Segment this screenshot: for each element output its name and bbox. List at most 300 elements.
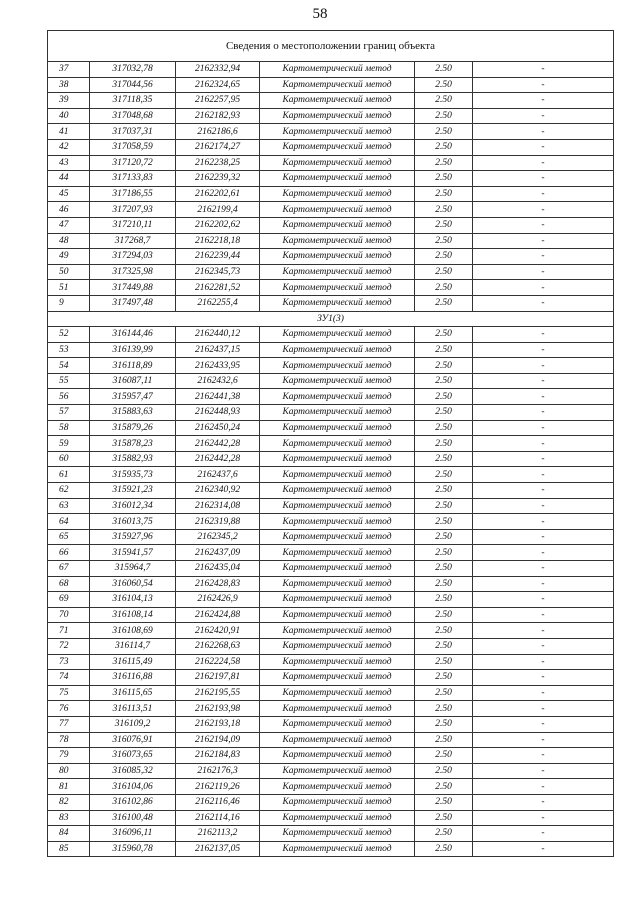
- table-row: [48, 389, 614, 405]
- accuracy-cell: 2.50: [415, 451, 473, 467]
- note-cell: -: [473, 420, 614, 436]
- method-cell: Картометрический метод: [260, 670, 415, 686]
- x-coordinate-cell: 316060,54: [90, 576, 176, 592]
- y-coordinate-cell: 2162193,18: [176, 716, 260, 732]
- method-cell: Картометрический метод: [260, 592, 415, 608]
- accuracy-cell: 2.50: [415, 716, 473, 732]
- x-coordinate-cell: 316012,34: [90, 498, 176, 514]
- method-cell: Картометрический метод: [260, 826, 415, 842]
- method-cell: Картометрический метод: [260, 124, 415, 140]
- point-number-cell: 57: [48, 405, 90, 421]
- x-coordinate-cell: 316073,65: [90, 748, 176, 764]
- y-coordinate-cell: 2162137,05: [176, 841, 260, 857]
- x-coordinate-cell: 316102,86: [90, 794, 176, 810]
- method-cell: Картометрический метод: [260, 436, 415, 452]
- note-cell: -: [473, 264, 614, 280]
- y-coordinate-cell: 2162448,93: [176, 405, 260, 421]
- x-coordinate-cell: 316115,65: [90, 685, 176, 701]
- accuracy-cell: 2.50: [415, 841, 473, 857]
- method-cell: Картометрический метод: [260, 108, 415, 124]
- y-coordinate-cell: 2162186,6: [176, 124, 260, 140]
- note-cell: -: [473, 826, 614, 842]
- method-cell: Картометрический метод: [260, 77, 415, 93]
- point-number-cell: 73: [48, 654, 90, 670]
- accuracy-cell: 2.50: [415, 436, 473, 452]
- accuracy-cell: 2.50: [415, 607, 473, 623]
- table-title: Сведения о местоположении границ объекта: [48, 31, 614, 62]
- y-coordinate-cell: 2162437,15: [176, 342, 260, 358]
- y-coordinate-cell: 2162345,2: [176, 529, 260, 545]
- note-cell: -: [473, 529, 614, 545]
- table-row: [48, 483, 614, 499]
- note-cell: -: [473, 436, 614, 452]
- table-row: [48, 529, 614, 545]
- y-coordinate-cell: 2162424,88: [176, 607, 260, 623]
- method-cell: Картометрический метод: [260, 420, 415, 436]
- point-number-cell: 40: [48, 108, 90, 124]
- x-coordinate-cell: 317497,48: [90, 295, 176, 311]
- accuracy-cell: 2.50: [415, 545, 473, 561]
- note-cell: -: [473, 841, 614, 857]
- point-number-cell: 59: [48, 436, 90, 452]
- y-coordinate-cell: 2162426,9: [176, 592, 260, 608]
- accuracy-cell: 2.50: [415, 295, 473, 311]
- point-number-cell: 43: [48, 155, 90, 171]
- y-coordinate-cell: 2162268,63: [176, 638, 260, 654]
- point-number-cell: 46: [48, 202, 90, 218]
- x-coordinate-cell: 317048,68: [90, 108, 176, 124]
- table-row: [48, 732, 614, 748]
- method-cell: Картометрический метод: [260, 280, 415, 296]
- y-coordinate-cell: 2162116,46: [176, 794, 260, 810]
- point-number-cell: 82: [48, 794, 90, 810]
- accuracy-cell: 2.50: [415, 592, 473, 608]
- point-number-cell: 78: [48, 732, 90, 748]
- point-number-cell: 61: [48, 467, 90, 483]
- y-coordinate-cell: 2162255,4: [176, 295, 260, 311]
- table-row: [48, 467, 614, 483]
- y-coordinate-cell: 2162437,09: [176, 545, 260, 561]
- x-coordinate-cell: 317058,59: [90, 139, 176, 155]
- x-coordinate-cell: 315879,26: [90, 420, 176, 436]
- accuracy-cell: 2.50: [415, 529, 473, 545]
- accuracy-cell: 2.50: [415, 108, 473, 124]
- point-number-cell: 77: [48, 716, 90, 732]
- table-row: [48, 514, 614, 530]
- y-coordinate-cell: 2162433,95: [176, 358, 260, 374]
- accuracy-cell: 2.50: [415, 62, 473, 78]
- y-coordinate-cell: 2162345,73: [176, 264, 260, 280]
- accuracy-cell: 2.50: [415, 685, 473, 701]
- table-row: [48, 139, 614, 155]
- note-cell: -: [473, 451, 614, 467]
- method-cell: Картометрический метод: [260, 467, 415, 483]
- note-cell: -: [473, 77, 614, 93]
- note-cell: -: [473, 358, 614, 374]
- point-number-cell: 54: [48, 358, 90, 374]
- method-cell: Картометрический метод: [260, 249, 415, 265]
- table-row: [48, 217, 614, 233]
- y-coordinate-cell: 2162114,16: [176, 810, 260, 826]
- point-number-cell: 55: [48, 373, 90, 389]
- point-number-cell: 79: [48, 748, 90, 764]
- note-cell: -: [473, 280, 614, 296]
- note-cell: -: [473, 405, 614, 421]
- table-row: [48, 62, 614, 78]
- x-coordinate-cell: 316114,7: [90, 638, 176, 654]
- y-coordinate-cell: 2162437,6: [176, 467, 260, 483]
- accuracy-cell: 2.50: [415, 826, 473, 842]
- x-coordinate-cell: 316109,2: [90, 716, 176, 732]
- y-coordinate-cell: 2162202,62: [176, 217, 260, 233]
- table-row: [48, 451, 614, 467]
- x-coordinate-cell: 316013,75: [90, 514, 176, 530]
- method-cell: Картометрический метод: [260, 763, 415, 779]
- y-coordinate-cell: 2162340,92: [176, 483, 260, 499]
- note-cell: -: [473, 342, 614, 358]
- table-row: [48, 280, 614, 296]
- note-cell: -: [473, 389, 614, 405]
- y-coordinate-cell: 2162420,91: [176, 623, 260, 639]
- note-cell: -: [473, 202, 614, 218]
- table-row: [48, 810, 614, 826]
- note-cell: -: [473, 93, 614, 109]
- x-coordinate-cell: 317133,83: [90, 171, 176, 187]
- note-cell: -: [473, 124, 614, 140]
- method-cell: Картометрический метод: [260, 623, 415, 639]
- accuracy-cell: 2.50: [415, 124, 473, 140]
- point-number-cell: 80: [48, 763, 90, 779]
- method-cell: Картометрический метод: [260, 202, 415, 218]
- note-cell: -: [473, 685, 614, 701]
- point-number-cell: 51: [48, 280, 90, 296]
- y-coordinate-cell: 2162257,95: [176, 93, 260, 109]
- accuracy-cell: 2.50: [415, 670, 473, 686]
- x-coordinate-cell: 316104,06: [90, 779, 176, 795]
- y-coordinate-cell: 2162199,4: [176, 202, 260, 218]
- method-cell: Картометрический метод: [260, 483, 415, 499]
- method-cell: Картометрический метод: [260, 794, 415, 810]
- x-coordinate-cell: 317210,11: [90, 217, 176, 233]
- x-coordinate-cell: 317118,35: [90, 93, 176, 109]
- accuracy-cell: 2.50: [415, 654, 473, 670]
- x-coordinate-cell: 317032,78: [90, 62, 176, 78]
- point-number-cell: 49: [48, 249, 90, 265]
- note-cell: -: [473, 654, 614, 670]
- x-coordinate-cell: 315921,23: [90, 483, 176, 499]
- table-row: [48, 249, 614, 265]
- note-cell: -: [473, 514, 614, 530]
- y-coordinate-cell: 2162314,08: [176, 498, 260, 514]
- note-cell: -: [473, 62, 614, 78]
- note-cell: -: [473, 483, 614, 499]
- note-cell: -: [473, 155, 614, 171]
- accuracy-cell: 2.50: [415, 249, 473, 265]
- method-cell: Картометрический метод: [260, 779, 415, 795]
- table-row: [48, 405, 614, 421]
- y-coordinate-cell: 2162428,83: [176, 576, 260, 592]
- table-row: [48, 295, 614, 311]
- note-cell: -: [473, 794, 614, 810]
- point-number-cell: 53: [48, 342, 90, 358]
- table-row: [48, 171, 614, 187]
- y-coordinate-cell: 2162319,88: [176, 514, 260, 530]
- table-row: [48, 155, 614, 171]
- accuracy-cell: 2.50: [415, 93, 473, 109]
- y-coordinate-cell: 2162442,28: [176, 451, 260, 467]
- point-number-cell: 66: [48, 545, 90, 561]
- accuracy-cell: 2.50: [415, 171, 473, 187]
- method-cell: Картометрический метод: [260, 841, 415, 857]
- note-cell: -: [473, 763, 614, 779]
- page-number: 58: [312, 6, 328, 22]
- method-cell: Картометрический метод: [260, 155, 415, 171]
- accuracy-cell: 2.50: [415, 763, 473, 779]
- boundary-table-wrapper: [47, 30, 613, 857]
- point-number-cell: 68: [48, 576, 90, 592]
- y-coordinate-cell: 2162440,12: [176, 327, 260, 343]
- method-cell: Картометрический метод: [260, 358, 415, 374]
- note-cell: -: [473, 373, 614, 389]
- x-coordinate-cell: 316100,48: [90, 810, 176, 826]
- y-coordinate-cell: 2162218,18: [176, 233, 260, 249]
- y-coordinate-cell: 2162224,58: [176, 654, 260, 670]
- accuracy-cell: 2.50: [415, 342, 473, 358]
- method-cell: Картометрический метод: [260, 327, 415, 343]
- x-coordinate-cell: 315964,7: [90, 561, 176, 577]
- method-cell: Картометрический метод: [260, 342, 415, 358]
- note-cell: -: [473, 623, 614, 639]
- point-number-cell: 41: [48, 124, 90, 140]
- point-number-cell: 84: [48, 826, 90, 842]
- point-number-cell: 56: [48, 389, 90, 405]
- section-row: [48, 311, 614, 327]
- accuracy-cell: 2.50: [415, 638, 473, 654]
- accuracy-cell: 2.50: [415, 420, 473, 436]
- x-coordinate-cell: 316113,51: [90, 701, 176, 717]
- table-row: [48, 93, 614, 109]
- table-row: [48, 264, 614, 280]
- point-number-cell: 52: [48, 327, 90, 343]
- table-row: [48, 763, 614, 779]
- table-row: [48, 436, 614, 452]
- y-coordinate-cell: 2162194,09: [176, 732, 260, 748]
- table-row: [48, 420, 614, 436]
- accuracy-cell: 2.50: [415, 233, 473, 249]
- table-row: [48, 826, 614, 842]
- y-coordinate-cell: 2162450,24: [176, 420, 260, 436]
- method-cell: Картометрический метод: [260, 514, 415, 530]
- table-row: [48, 654, 614, 670]
- point-number-cell: 69: [48, 592, 90, 608]
- note-cell: -: [473, 561, 614, 577]
- note-cell: -: [473, 186, 614, 202]
- note-cell: -: [473, 233, 614, 249]
- y-coordinate-cell: 2162202,61: [176, 186, 260, 202]
- accuracy-cell: 2.50: [415, 623, 473, 639]
- table-row: [48, 638, 614, 654]
- table-row: [48, 108, 614, 124]
- point-number-cell: 48: [48, 233, 90, 249]
- x-coordinate-cell: 315878,23: [90, 436, 176, 452]
- x-coordinate-cell: 316108,69: [90, 623, 176, 639]
- point-number-cell: 42: [48, 139, 90, 155]
- point-number-cell: 63: [48, 498, 90, 514]
- table-row: [48, 342, 614, 358]
- method-cell: Картометрический метод: [260, 654, 415, 670]
- note-cell: -: [473, 607, 614, 623]
- x-coordinate-cell: 315883,63: [90, 405, 176, 421]
- table-body: [48, 62, 614, 857]
- method-cell: Картометрический метод: [260, 498, 415, 514]
- method-cell: Картометрический метод: [260, 607, 415, 623]
- point-number-cell: 38: [48, 77, 90, 93]
- method-cell: Картометрический метод: [260, 451, 415, 467]
- method-cell: Картометрический метод: [260, 405, 415, 421]
- y-coordinate-cell: 2162119,26: [176, 779, 260, 795]
- note-cell: -: [473, 670, 614, 686]
- table-row: [48, 498, 614, 514]
- x-coordinate-cell: 316144,46: [90, 327, 176, 343]
- table-row: [48, 716, 614, 732]
- x-coordinate-cell: 317207,93: [90, 202, 176, 218]
- x-coordinate-cell: 316104,13: [90, 592, 176, 608]
- accuracy-cell: 2.50: [415, 327, 473, 343]
- table-row: [48, 748, 614, 764]
- method-cell: Картометрический метод: [260, 685, 415, 701]
- point-number-cell: 83: [48, 810, 90, 826]
- y-coordinate-cell: 2162442,28: [176, 436, 260, 452]
- note-cell: -: [473, 701, 614, 717]
- accuracy-cell: 2.50: [415, 576, 473, 592]
- accuracy-cell: 2.50: [415, 264, 473, 280]
- note-cell: -: [473, 748, 614, 764]
- point-number-cell: 9: [48, 295, 90, 311]
- point-number-cell: 75: [48, 685, 90, 701]
- table-row: [48, 779, 614, 795]
- x-coordinate-cell: 317120,72: [90, 155, 176, 171]
- table-row: [48, 202, 614, 218]
- y-coordinate-cell: 2162238,25: [176, 155, 260, 171]
- point-number-cell: 70: [48, 607, 90, 623]
- table-row: [48, 186, 614, 202]
- x-coordinate-cell: 316085,32: [90, 763, 176, 779]
- accuracy-cell: 2.50: [415, 405, 473, 421]
- accuracy-cell: 2.50: [415, 280, 473, 296]
- x-coordinate-cell: 315941,57: [90, 545, 176, 561]
- note-cell: -: [473, 779, 614, 795]
- method-cell: Картометрический метод: [260, 217, 415, 233]
- method-cell: Картометрический метод: [260, 62, 415, 78]
- note-cell: -: [473, 467, 614, 483]
- point-number-cell: 71: [48, 623, 90, 639]
- y-coordinate-cell: 2162435,04: [176, 561, 260, 577]
- table-row: [48, 561, 614, 577]
- x-coordinate-cell: 317037,31: [90, 124, 176, 140]
- y-coordinate-cell: 2162239,32: [176, 171, 260, 187]
- table-row: [48, 592, 614, 608]
- accuracy-cell: 2.50: [415, 77, 473, 93]
- section-label: ЗУ1(3): [48, 311, 614, 327]
- accuracy-cell: 2.50: [415, 389, 473, 405]
- table-row: [48, 685, 614, 701]
- x-coordinate-cell: 315960,78: [90, 841, 176, 857]
- y-coordinate-cell: 2162176,3: [176, 763, 260, 779]
- method-cell: Картометрический метод: [260, 93, 415, 109]
- note-cell: -: [473, 295, 614, 311]
- accuracy-cell: 2.50: [415, 139, 473, 155]
- method-cell: Картометрический метод: [260, 701, 415, 717]
- point-number-cell: 67: [48, 561, 90, 577]
- method-cell: Картометрический метод: [260, 576, 415, 592]
- x-coordinate-cell: 317044,56: [90, 77, 176, 93]
- note-cell: -: [473, 716, 614, 732]
- table-row: [48, 607, 614, 623]
- table-row: [48, 358, 614, 374]
- point-number-cell: 62: [48, 483, 90, 499]
- y-coordinate-cell: 2162197,81: [176, 670, 260, 686]
- table-row: [48, 124, 614, 140]
- point-number-cell: 45: [48, 186, 90, 202]
- point-number-cell: 64: [48, 514, 90, 530]
- x-coordinate-cell: 315935,73: [90, 467, 176, 483]
- x-coordinate-cell: 316076,91: [90, 732, 176, 748]
- x-coordinate-cell: 317268,7: [90, 233, 176, 249]
- table-row: [48, 701, 614, 717]
- note-cell: -: [473, 498, 614, 514]
- note-cell: -: [473, 545, 614, 561]
- x-coordinate-cell: 316108,14: [90, 607, 176, 623]
- method-cell: Картометрический метод: [260, 810, 415, 826]
- accuracy-cell: 2.50: [415, 779, 473, 795]
- note-cell: -: [473, 249, 614, 265]
- y-coordinate-cell: 2162184,83: [176, 748, 260, 764]
- point-number-cell: 47: [48, 217, 90, 233]
- point-number-cell: 60: [48, 451, 90, 467]
- x-coordinate-cell: 316116,88: [90, 670, 176, 686]
- method-cell: Картометрический метод: [260, 529, 415, 545]
- x-coordinate-cell: 317325,98: [90, 264, 176, 280]
- method-cell: Картометрический метод: [260, 638, 415, 654]
- method-cell: Картометрический метод: [260, 748, 415, 764]
- accuracy-cell: 2.50: [415, 373, 473, 389]
- y-coordinate-cell: 2162441,38: [176, 389, 260, 405]
- x-coordinate-cell: 316118,89: [90, 358, 176, 374]
- note-cell: -: [473, 592, 614, 608]
- note-cell: -: [473, 108, 614, 124]
- method-cell: Картометрический метод: [260, 264, 415, 280]
- y-coordinate-cell: 2162113,2: [176, 826, 260, 842]
- point-number-cell: 76: [48, 701, 90, 717]
- y-coordinate-cell: 2162332,94: [176, 62, 260, 78]
- point-number-cell: 50: [48, 264, 90, 280]
- table-title-row: [48, 31, 614, 62]
- point-number-cell: 37: [48, 62, 90, 78]
- table-row: [48, 623, 614, 639]
- method-cell: Картометрический метод: [260, 732, 415, 748]
- table-row: [48, 576, 614, 592]
- note-cell: -: [473, 810, 614, 826]
- note-cell: -: [473, 732, 614, 748]
- point-number-cell: 72: [48, 638, 90, 654]
- method-cell: Картометрический метод: [260, 171, 415, 187]
- accuracy-cell: 2.50: [415, 810, 473, 826]
- table-row: [48, 327, 614, 343]
- method-cell: Картометрический метод: [260, 139, 415, 155]
- method-cell: Картометрический метод: [260, 233, 415, 249]
- x-coordinate-cell: 316096,11: [90, 826, 176, 842]
- method-cell: Картометрический метод: [260, 186, 415, 202]
